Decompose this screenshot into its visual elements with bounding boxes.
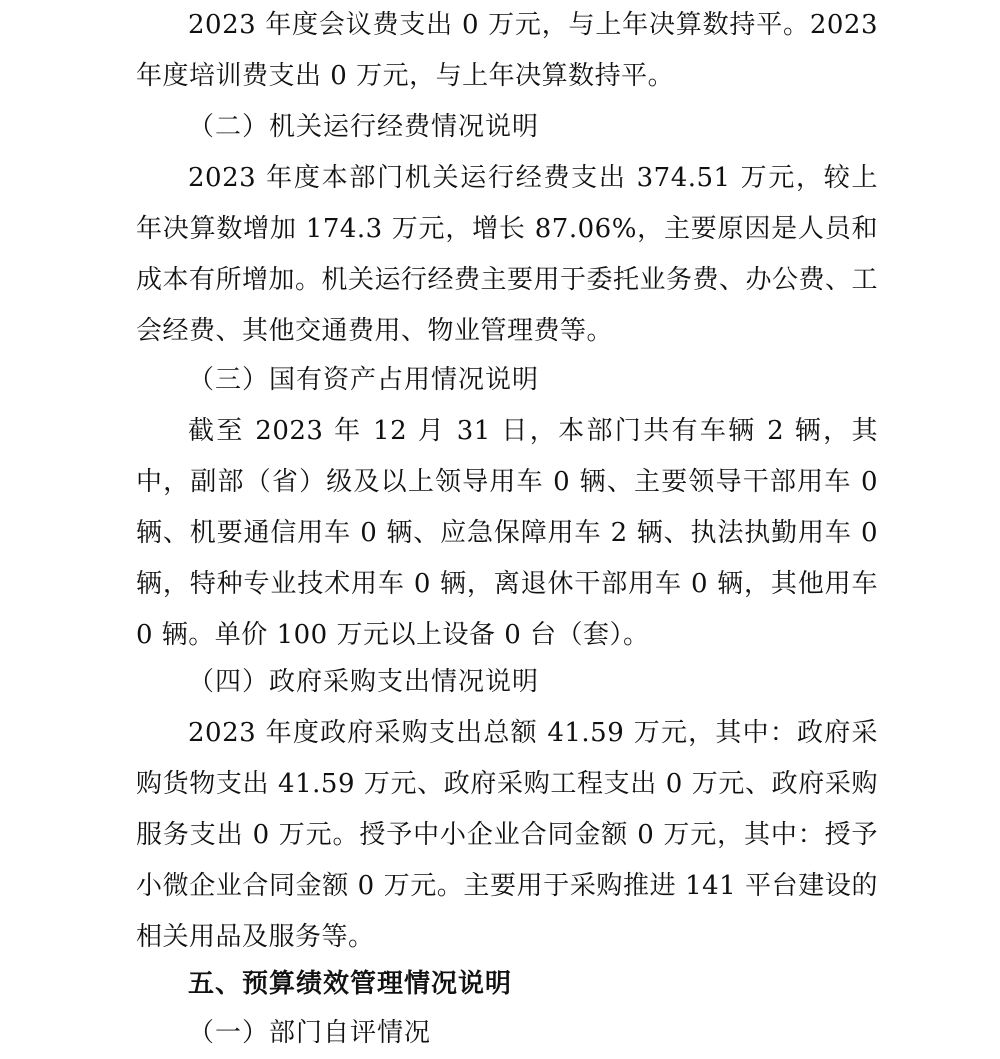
- paragraph-operating-expenses: 2023 年度本部门机关运行经费支出 374.51 万元，较上年决算数增加 174.3 万元，增长 87.06%，主要原因是人员和成本有所增加。机关运行经费主要用于委托业务费、办公费、工会经费、其他交通费用、物业管理费等。: [136, 163, 879, 346]
- paragraph-meeting-training-fees: 2023 年度会议费支出 0 万元，与上年决算数持平。2023 年度培训费支出 0 万元，与上年决算数持平。: [136, 10, 878, 91]
- heading-operating-expenses: （二）机关运行经费情况说明: [188, 112, 540, 142]
- heading-government-procurement: （四）政府采购支出情况说明: [188, 667, 540, 697]
- paragraph-government-procurement: 2023 年度政府采购支出总额 41.59 万元，其中：政府采购货物支出 41.59 万元、政府采购工程支出 0 万元、政府采购服务支出 0 万元。授予中小企业合同金额 0 万元，其中：授予小微企业合同金额 0 万元。主要用于采购推进 141 平台建设的相关用品及服务等。: [136, 718, 878, 952]
- paragraph-state-assets: 截至 2023 年 12 月 31 日，本部门共有车辆 2 辆，其中，副部（省）级及以上领导用车 0 辆、主要领导干部用车 0 辆、机要通信用车 0 辆、应急保障用车 2 辆、执法执勤用车 0 辆，特种专业技术用车 0 辆，离退休干部用车 0 辆，其他用车 0 辆。单价 100 万元以上设备 0 台（套）。: [136, 416, 878, 650]
- heading-self-evaluation: （一）部门自评情况: [188, 1018, 432, 1048]
- heading-state-assets: （三）国有资产占用情况说明: [188, 365, 540, 395]
- heading-section-five: 五、预算绩效管理情况说明: [188, 969, 513, 999]
